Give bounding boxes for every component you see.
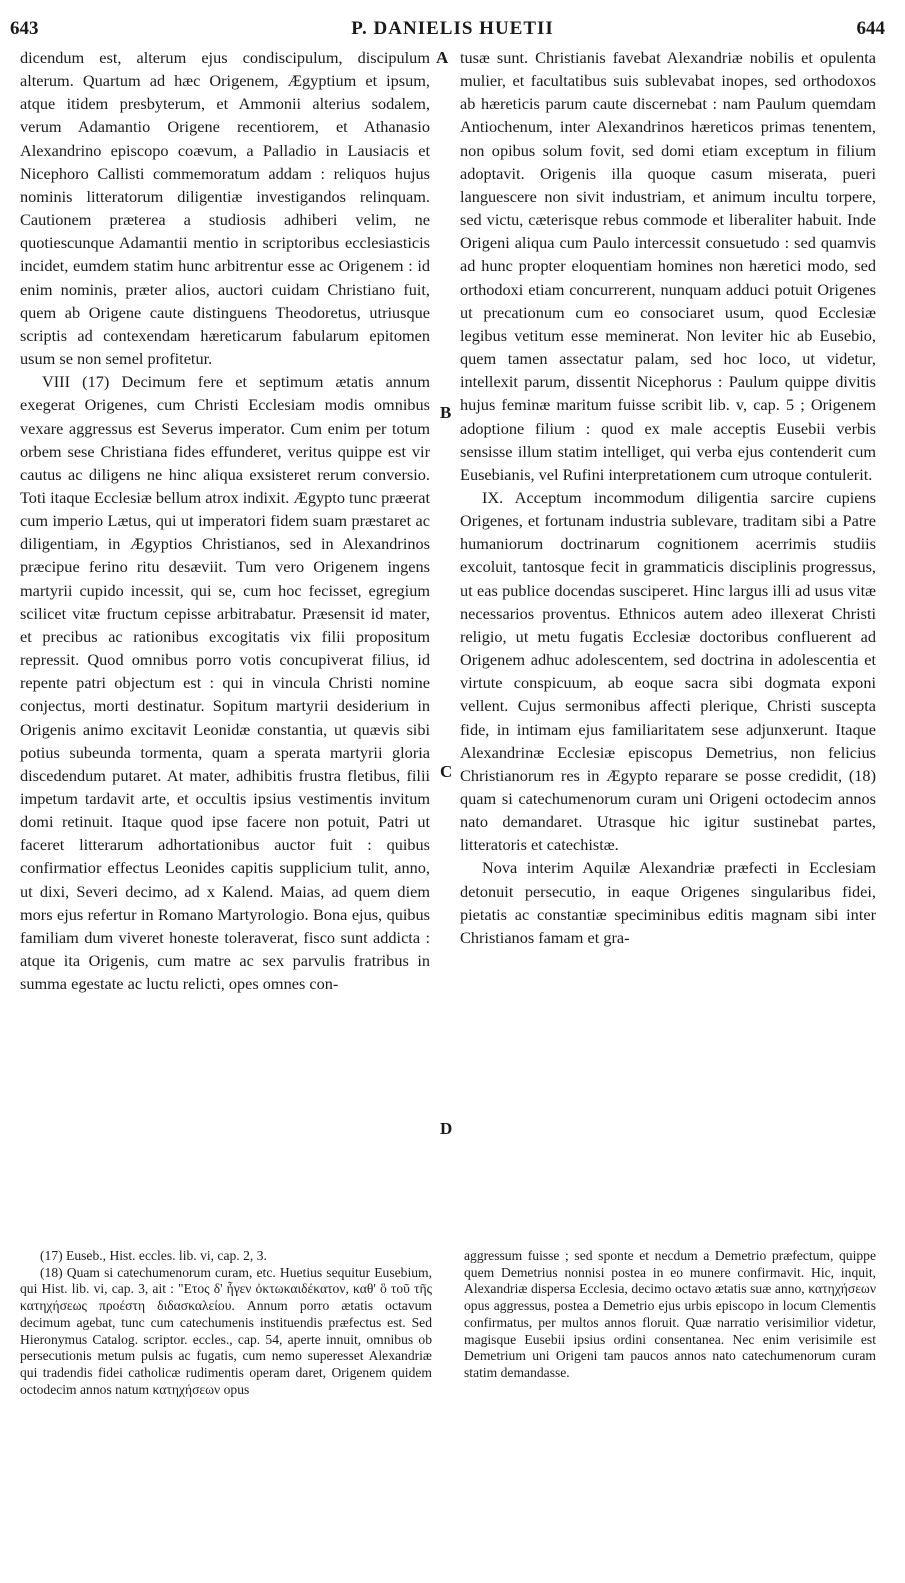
page-title: P. DANIELIS HUETII [351, 18, 554, 39]
page-number-left: 643 [10, 18, 39, 39]
paragraph: Nova interim Aquilæ Alexandriæ præfecti in Ecclesiam detonuit persecutio, in eaque Origenes singularibus fidei, pietatis ac constantiæ speciminibus editis magnam sibi inter Christianos famam et gra- [460, 858, 876, 947]
paragraph: IX. Acceptum incommodum diligentia sarcire cupiens Origenes, et fortunam industria sublevare, traditam sibi a Patre humaniorum doctrinarum cognitionem acerrimis studiis excoluit, tantosque fecit in grammaticis disciplinis progressus, ut eas publice docendas susciperet. Hinc largus illi ad usus vitæ necessarios proventus. Ethnicos autem adeo illexerat Christi religio, ut metu fugatis Ecclesiæ doctoribus confluerent ad Origenem adhuc adolescentem, sed doctrina in adolescentia et virtute conspicuum, ab eoque sacra sibi dogmata exponi vellent. Cujus sermonibus affecti plerique, Christi suscepta fide, in intimam ejus familiaritatem sese adjunxerunt. Itaque Alexandrinæ Ecclesiæ episcopus Demetrius, non felicius Christianorum res in Ægypto reparare se posse credidit, (18) quam si catechumenorum curam uni Origeni octodecim annos nato demandaret. Utrasque hic igitur sustinebat partes, litteratoris et catechistæ. [460, 487, 876, 855]
margin-letter-a: A [436, 48, 449, 67]
footnotes-left [20, 1248, 432, 1398]
footnote: aggressum fuisse ; sed sponte et necdum a Demetrio præfectum, quippe quem Demetrius nonnisi postea in eo munere confirmavit. Hic, inquit, Alexandriæ dispersa Ecclesia, decimo octavo ætatis suæ anno, κατηχήσεων opus aggressus, postea a Demetrio ejus urbis episcopo in locum Clementis confirmatus, per multos annos floruit. Quæ narratio verisimilior videtur, magisque Eusebii ipsius ordini consentanea. Nec enim verisimile est Demetrium uni Origeni tam paucos annos nato catechumenorum curam statim demandasse. [464, 1248, 876, 1380]
running-header [0, 18, 905, 46]
footnote: (18) Quam si catechumenorum curam, etc. Huetius sequitur Eusebium, qui Hist. lib. vi, cap. 3, ait : "Ετος δ' ἦγεν ὀκτωκαιδέκατον, καθ' ὃ τοῦ τῆς κατηχήσεως προέστη διδασκαλείου. Annum porro ætatis octavum decimum agebat, tunc cum catechumenis instituendis præfectus est. Sed Hieronymus Catalog. scriptor. eccles., cap. 54, aperte innuit, omnibus ob persecutionis metum pulsis ac fugatis, cum nemo superesset Alexandriæ qui tradendis fidei catholicæ rudimentis operam daret, Origenem quidem octodecim annos natum κατηχήσεων opus [20, 1264, 432, 1397]
paragraph: dicendum est, alterum ejus condiscipulum, discipulum alterum. Quartum ad hæc Origenem, Ægyptium et ipsum, atque itidem presbyterum, et Ammonii alterius sodalem, verum Adamantio Origene recentiorem, et Athanasio Alexandrino episcopo coævum, a Palladio in Lausiacis et Nicephoro Callisti commemoratum addam : reliquos hujus nominis litteratorum diligentiæ investigandos relinquam. Cautionem præterea a studiosis adhiberi velim, ne quotiescunque Adamantii mentio in scriptoribus ecclesiasticis incidet, eumdem statim hunc arbitrentur esse ac Origenem : id enim nominis, præter alios, auctori cuidam Christiano fuit, quem ab Origene caute distinguens Theodoretus, utriusque scriptis ad contexendam hæreticarum fabularum epitomen usum se non semel profitetur. [20, 48, 430, 369]
margin-letter-d: D [440, 1119, 453, 1138]
page-number-right: 644 [856, 18, 885, 39]
left-text-column [20, 46, 430, 995]
footnotes-right [464, 1248, 876, 1382]
margin-letter-b: B [440, 403, 452, 422]
paragraph: tusæ sunt. Christianis favebat Alexandriæ nobilis et opulenta mulier, et facultatibus suis sublevabat inopes, sed orthodoxos ab hæreticis parum caute discernebat : nam Paulum quemdam Antiochenum, inter Alexandrinos hæreticos primas tenentem, non opibus solum fovit, sed domi etiam exceptum in filium adoptavit. Origenis illa quoque casum miserata, pueri languescere non sivit industriam, et animum incultu torpere, sed victu, cæterisque rebus commode et liberaliter habuit. Inde Origeni aliqua cum Paulo intercessit consuetudo : sed quamvis ad hunc propter eloquentiam homines non hæretici modo, sed orthodoxi etiam concurrerent, nunquam adduci potuit Origenes ut precationum cum eo consociaret usum, quod Ecclesiæ legibus vetitum esse meminerat. Non leviter hic ab Eusebio, quem tamen assectatur palam, sed hoc loco, ut videtur, intellexit parum, dissentit Nicephorus : Paulum quippe divitis hujus feminæ maritum fuisse scribit lib. v, cap. 5 ; Origenem adoptione filium : quod ex male acceptis Eusebii verbis sensisse illum statim intelliget, qui verba ejus contenderit cum Eusebianis, vel Rufini interpretationem cum utroque contulerit. [460, 48, 876, 484]
margin-letter-c: C [440, 762, 453, 781]
footnote: (17) Euseb., Hist. eccles. lib. vi, cap. 2, 3. [40, 1248, 267, 1263]
paragraph: VIII (17) Decimum fere et septimum ætatis annum exegerat Origenes, cum Christi Ecclesiam modis omnibus vexare aggressus est Severus imperator. Cum enim per totum orbem sese Christiana fides effunderet, veritus quippe est vir cautus ac diligens ne hinc aliqua exsisteret rerum conversio. Toti itaque Ecclesiæ bellum atrox indixit. Ægypto tunc præerat cum imperio Lætus, qui ut imperatori fidem suam præstaret ac diligentiam, in Ægyptios Christianos, sed in Alexandrinos præcipue ferino ritu desæviit. Tum vero Origenem ingens martyrii cupido incessit, qui se, cum hoc fecisset, egregium scilicet vitæ fructum cepisse arbitrabatur. Præsensit id mater, et precibus ac rationibus excogitatis vix filii propositum repressit. Quod omnibus porro votis concupiverat filius, id repente patri objectum est : qui in vincula Christi nomine conjectus, morti destinatur. Sopitum martyrii desiderium in Origenis animo excitavit Leonidæ constantia, ut quævis sibi potius subeunda tormenta, quam a sperata martyrii gloria discedendum putaret. At mater, adhibitis frustra fletibus, filii impetum tardavit arte, et occultis ipsius vestimentis invitum domi retinuit. Itaque quod ipse facere non potuit, Patri ut faceret litterarum adhortationibus auctor fuit : quibus confirmatior effectus Leonides capitis supplicium tulit, anno, ut dixi, Severi decimo, ad x Kalend. Maias, ad quem diem mors ejus refertur in Romano Martyrologio. Bona ejus, quibus familiam dum viveret honeste toleraverat, fisco sunt addicta : atque ita Origenis, cum matre ac sex parvulis fratribus in summa egestate ac luctu relicti, opes omnes con- [20, 372, 430, 994]
right-text-column [460, 46, 876, 949]
